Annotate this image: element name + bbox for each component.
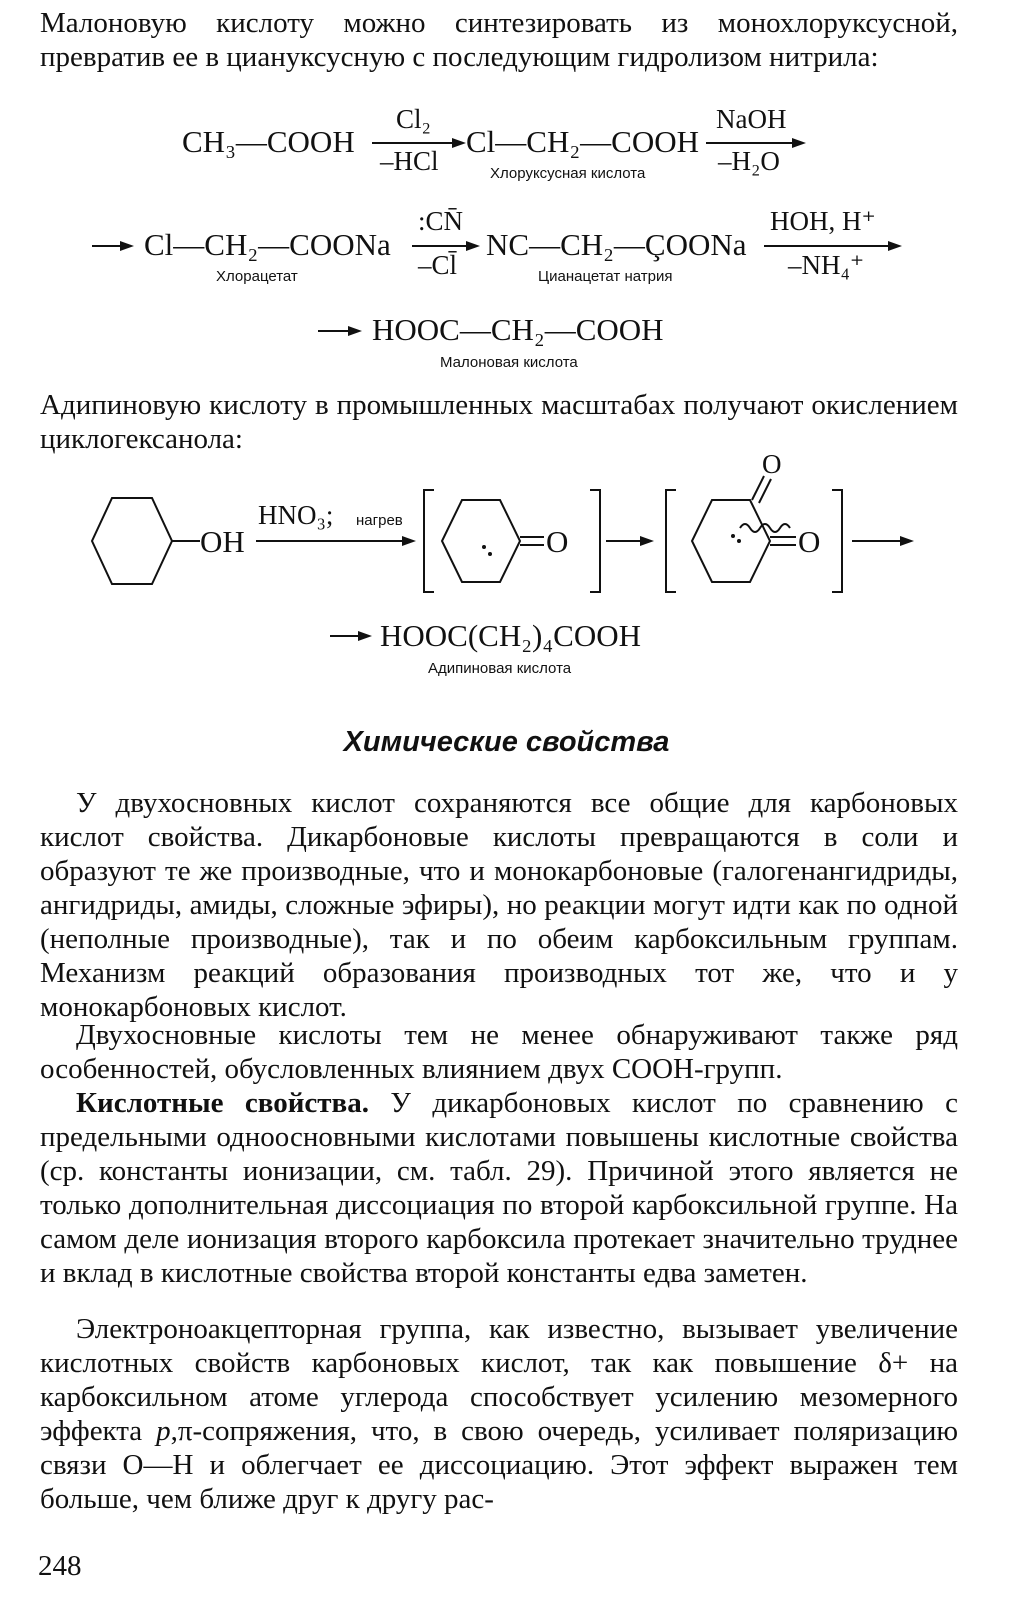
r2-reactant-label: Хлорацетат (216, 268, 298, 285)
paragraph-malonic-intro: Малоновую кислоту можно синтезировать из монохлоруксусной, превратив ее в циануксусную с последующим гидролизом нитрила: (40, 7, 958, 73)
r2-reagent2-bottom: –NH₄⁺ (788, 250, 865, 280)
acidic-properties-text: У дикарбоновых кислот по сравнению с предельными одноосновными кислотами повышены кислотные свойства (ср. константы ионизации, см. табл. 29). Причиной этого является не только дополнительная диссоциация по второй карбоксильной группе. На самом деле ионизация второго карбоксила протекает значительно труднее и вклад в кислотные свойства второй константы едва заметен. (40, 1087, 958, 1289)
page-number: 248 (38, 1550, 82, 1582)
paragraph-adipic-intro: Адипиновую кислоту в промышленных масштабах получают окислением циклогексанола: (40, 389, 958, 455)
r4-ketone-o: O (546, 524, 569, 559)
r2-reactant: Cl—CH₂—COONa (144, 227, 391, 262)
r2-intermediate-label: Цианацетат натрия (538, 268, 673, 285)
r1-intermediate-label: Хлоруксусная кислота (490, 165, 646, 182)
r1-reactant: CH₃—COOH (182, 124, 355, 159)
acceptor-text-b: ,π-сопряжения, что, в свою очередь, усиливает поляризацию связи O—H и облегчает ее диссоциацию. Этот эффект выражен тем больше, чем ближе друг к другу рас- (40, 1415, 958, 1515)
r4-product-label: Адипиновая кислота (428, 660, 572, 677)
r4-oh: OH (200, 524, 245, 559)
r2-reagent-top: :CN̄ (418, 206, 464, 236)
acidic-properties-title: Кислотные свойства. (76, 1087, 369, 1119)
r4-condition: нагрев (356, 512, 403, 529)
reaction-arrows (0, 0, 1013, 700)
r2-reagent-bottom: –Cl̄ (418, 250, 458, 280)
acceptor-text-a: Электроноакцепторная группа, как известно, вызывает увеличение кислотных свойств карбоновых кислот, так как повышение δ+ на карбоксильном атоме углерода способствует усилению мезомерного эффекта (40, 1313, 958, 1447)
paragraph-acidic-properties (40, 1086, 958, 1290)
r2-reagent2-top: HOH, H⁺ (770, 206, 876, 236)
r1-reagent-top: Cl₂ (396, 104, 431, 134)
r3-product-label: Малоновая кислота (440, 354, 578, 371)
paragraph-acceptor-group (40, 1312, 958, 1516)
r3-product: HOOC—CH₂—COOH (372, 312, 664, 347)
acceptor-text-italic: p (156, 1415, 171, 1447)
r1-reagent2-bottom: –H₂O (718, 146, 780, 176)
paragraph-general-properties: У двухосновных кислот сохраняются все общие для карбоновых кислот свойства. Дикарбоновые кислоты превращаются в соли и образуют те же производные, что и монокарбоновые (галогенангидриды, ангидриды, амиды, сложные эфиры), но реакции могут идти как по одной (неполные производные), так и по обеим карбоксильным группам. Механизм реакций образования производных тот же, что и у монокарбоновых кислот. (40, 787, 958, 1023)
r4-diketone-o-right: O (798, 524, 821, 559)
r1-intermediate: Cl—CH₂—COOH (466, 124, 699, 159)
r4-product: HOOC(CH₂)₄COOH (380, 618, 642, 653)
r2-intermediate: NC—CH₂—ÇOONa (486, 227, 747, 262)
paragraph-features: Двухосновные кислоты тем не менее обнаруживают также ряд особенностей, обусловленных влиянием двух COOH-групп. (40, 1019, 958, 1085)
section-heading: Химические свойства (343, 726, 670, 758)
r4-diketone-o-top: O (762, 449, 782, 479)
r4-reagent: HNO₃; (258, 500, 334, 530)
r1-reagent-bottom: –HCl (380, 146, 439, 176)
r1-reagent2-top: NaOH (716, 104, 787, 134)
